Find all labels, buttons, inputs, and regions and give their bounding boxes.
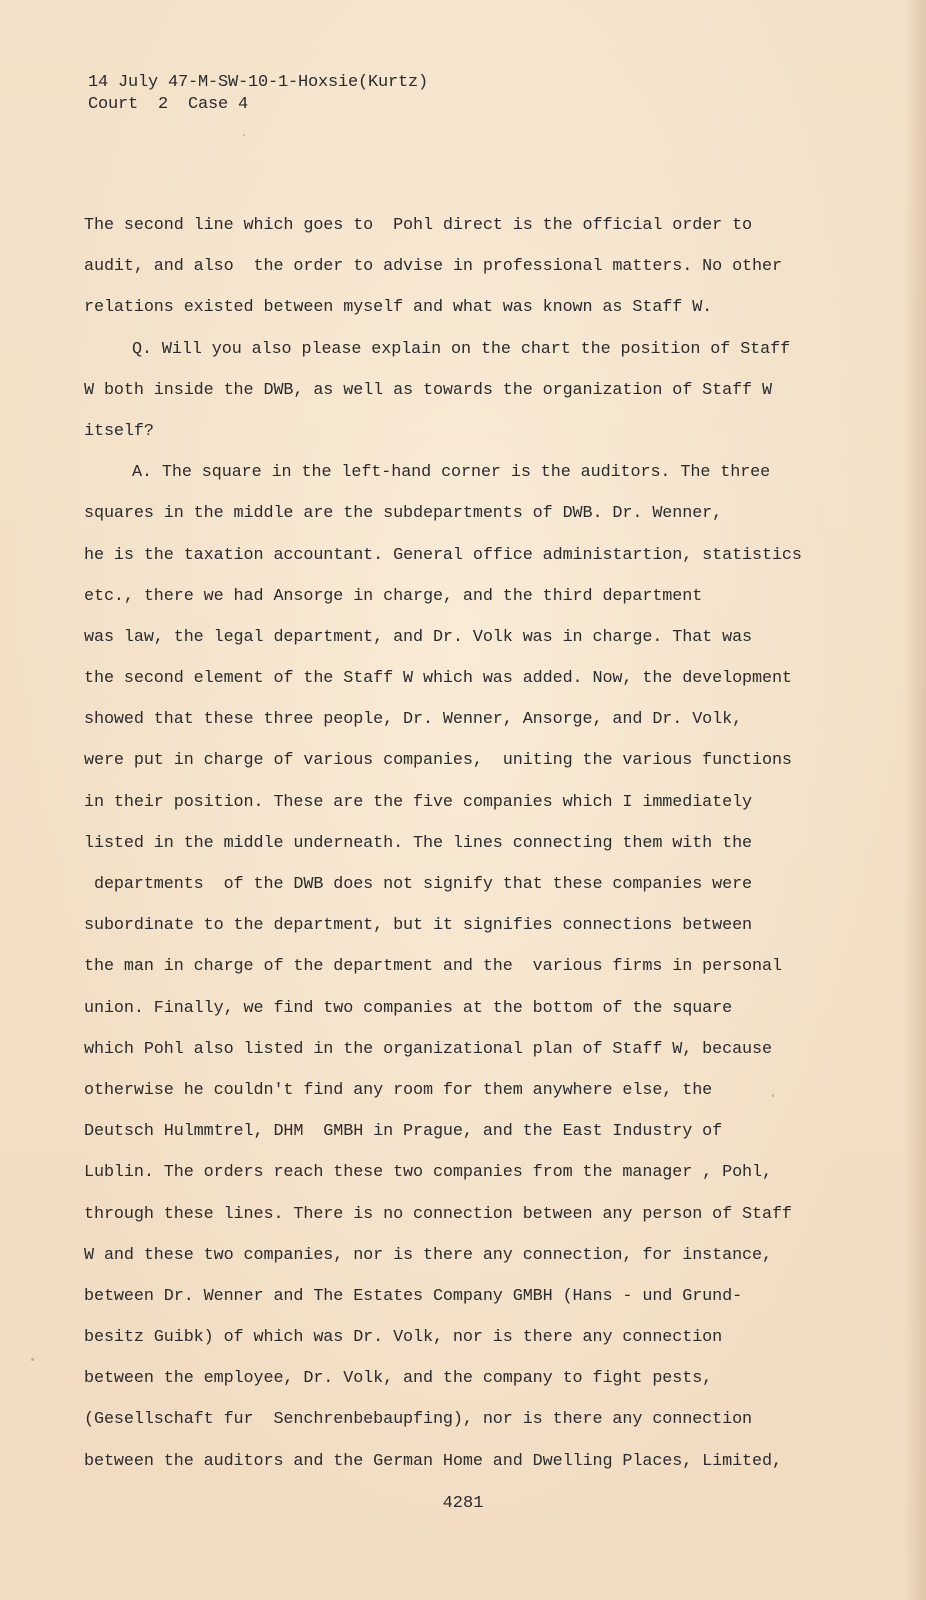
page-edge-shadow	[904, 0, 926, 1600]
text-line: in their position. These are the five companies which I immediately	[84, 792, 753, 812]
text-line: besitz Guibk) of which was Dr. Volk, nor is there any connection	[84, 1328, 723, 1348]
text-line: which Pohl also listed in the organizational plan of Staff W, because	[84, 1039, 772, 1059]
document-header	[88, 72, 428, 116]
text-line: itself?	[84, 421, 154, 441]
text-line: listed in the middle underneath. The lines connecting them with the	[84, 833, 753, 853]
text-line: were put in charge of various companies, uniting the various functions	[84, 751, 792, 771]
text-line: subordinate to the department, but it signifies connections between	[84, 916, 753, 936]
text-line: he is the taxation accountant. General office administartion, statistics	[84, 545, 802, 565]
text-line: squares in the middle are the subdepartments of DWB. Dr. Wenner,	[84, 504, 723, 524]
paper-speck	[243, 134, 245, 136]
text-line: the man in charge of the department and the various firms in personal	[84, 957, 782, 977]
text-line: union. Finally, we find two companies at the bottom of the square	[84, 998, 733, 1018]
paper-speck	[31, 1358, 34, 1361]
answer-line: A. The square in the left-hand corner is the auditors. The three	[132, 463, 771, 483]
text-line: The second line which goes to Pohl direct is the official order to	[84, 216, 753, 235]
paper-speck	[772, 1094, 774, 1097]
text-line: relations existed between myself and what was known as Staff W.	[84, 298, 713, 318]
text-line: between Dr. Wenner and The Estates Company GMBH (Hans - und Grund-	[84, 1286, 743, 1306]
text-line: W and these two companies, nor is there any connection, for instance,	[84, 1245, 772, 1265]
text-line: was law, the legal department, and Dr. Volk was in charge. That was	[84, 627, 753, 647]
question-line: Q. Will you also please explain on the chart the position of Staff	[132, 339, 791, 359]
text-line: through these lines. There is no connection between any person of Staff	[84, 1204, 792, 1224]
text-line: between the auditors and the German Home and Dwelling Places, Limited,	[84, 1451, 782, 1471]
header-line-2: Court 2 Case 4	[88, 95, 249, 114]
text-line: the second element of the Staff W which was added. Now, the development	[84, 669, 792, 689]
text-line: between the employee, Dr. Volk, and the company to fight pests,	[84, 1369, 713, 1389]
text-line: showed that these three people, Dr. Wenner, Ansorge, and Dr. Volk,	[84, 710, 743, 730]
text-line: departments of the DWB does not signify that these companies were	[84, 875, 753, 894]
text-line: etc., there we had Ansorge in charge, and the third department	[84, 586, 703, 606]
text-line: Lublin. The orders reach these two companies from the manager , Pohl,	[84, 1163, 772, 1183]
text-line: (Gesellschaft fur Senchrenbebaupfing), nor is there any connection	[84, 1410, 753, 1430]
text-line: W both inside the DWB, as well as towards the organization of Staff W	[84, 380, 772, 400]
transcript-body	[84, 216, 824, 1493]
page-number: 4281	[442, 1494, 484, 1513]
text-line: otherwise he couldn't find any room for them anywhere else, the	[84, 1080, 713, 1100]
text-line: Deutsch Hulmmtrel, DHM GMBH in Prague, and the East Industry of	[84, 1122, 723, 1142]
header-line-1: 14 July 47-M-SW-10-1-Hoxsie(Kurtz)	[88, 73, 429, 92]
text-line: audit, and also the order to advise in professional matters. No other	[84, 257, 782, 277]
